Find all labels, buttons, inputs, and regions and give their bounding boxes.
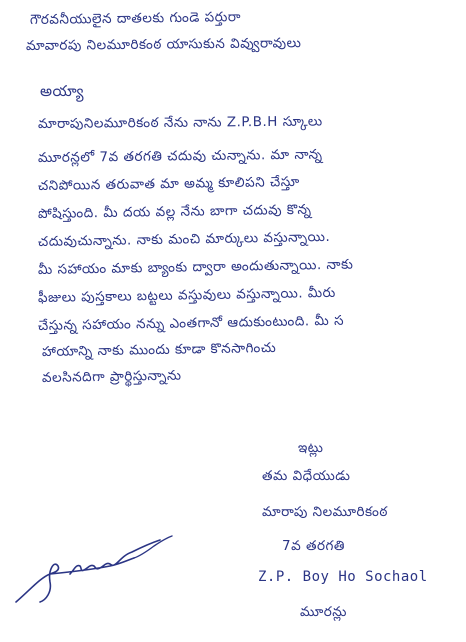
salutation: అయ్యా: [40, 82, 84, 100]
sender-name: మారాపు నిలమూరికంఠ: [262, 504, 388, 520]
body-line-7: ఫీజులు పుస్తకాలు బట్టలు వస్తువులు వస్తున్నాయి. మీరు: [37, 284, 336, 306]
sender-school: Z.P. Boy Ho Sochaol: [258, 569, 428, 585]
body-line-5: చదువుచున్నాను. నాకు మంచి మార్కులు వస్తున్నాయి.: [37, 228, 331, 250]
recipient-line-1: గౌరవనీయులైన దాతలకు గుండె పర్తురా: [29, 9, 242, 28]
recipient-line-2: మావారపు నిలమూరికంఠ యాసుకున వివ్వురావులు: [25, 35, 302, 54]
sender-place: మూరన్లు: [300, 604, 347, 620]
body-line-2: మూరన్లలో 7వ తరగతి చదువు చున్నాను. మా నాన్న: [37, 146, 323, 166]
body-line-4: పోషిస్తుంది. మీ దయ వల్ల నేను బాగా చదువు కొన్న: [37, 201, 312, 222]
closing-phrase: తమ విధేయుడు: [262, 468, 351, 484]
sender-class: 7వ తరగతి: [282, 538, 345, 554]
body-line-6: మీ సహాయం మాకు బ్యాంకు ద్వారా అందుతున్నాయి. నాకు: [37, 256, 354, 278]
body-line-3: చనిపోయిన తరువాత మా అమ్మ కూలిపని చేస్తూ: [37, 173, 300, 194]
body-line-1: మారాపునిలమూరికంఠ నేను నాను Z.P.B.H స్కూలు: [37, 113, 323, 132]
body-line-9: హాయాన్ని నాకు ముందు కూడా కొనసాగించు: [41, 339, 277, 360]
signature: [10, 530, 180, 610]
body-line-10: వలసినదిగా ప్రార్థిస్తున్నాను: [41, 367, 182, 386]
closing: ఇట్లు: [298, 440, 324, 456]
body-line-8: చేస్తున్న సహాయం నన్ను ఎంతగానో ఆదుకుంటుంది. మీ స: [37, 312, 345, 334]
